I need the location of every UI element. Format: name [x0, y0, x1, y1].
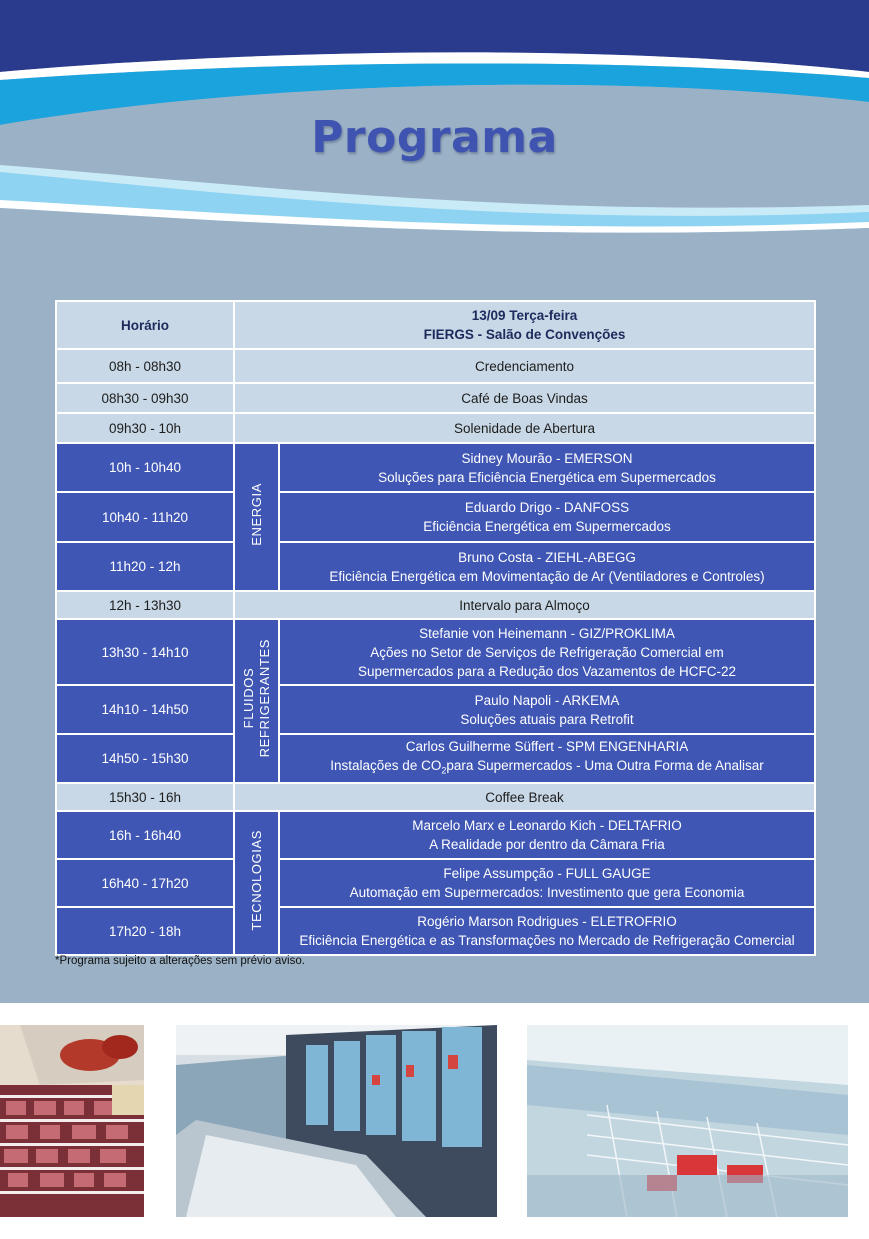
talk-topic: Instalações de $CO_2para$ Supermercados - Uma Outra Forma de Analisar [330, 757, 764, 776]
program-table [55, 300, 816, 956]
time-column-header: Horário [56, 301, 234, 349]
talk-cell [279, 492, 815, 542]
table-row [56, 811, 815, 859]
time-cell: 16h40 - 17h20 [56, 859, 234, 907]
talk-topic: Soluções para Eficiência Energética em Supermercados [378, 469, 716, 485]
table-row [56, 383, 815, 413]
speaker-name: Bruno Costa - ZIEHL-ABEGG [458, 549, 636, 565]
section-label-text: ENERGIA [248, 483, 264, 546]
time-cell: 11h20 - 12h [56, 542, 234, 591]
table-row [56, 492, 815, 542]
event-cell: Solenidade de Abertura [234, 413, 815, 443]
time-cell: 10h - 10h40 [56, 443, 234, 492]
time-cell: 09h30 - 10h [56, 413, 234, 443]
time-cell: 17h20 - 18h [56, 907, 234, 955]
event-cell: Café de Boas Vindas [234, 383, 815, 413]
time-cell: 15h30 - 16h [56, 783, 234, 811]
event-cell: Coffee Break [234, 783, 815, 811]
table-row [56, 413, 815, 443]
time-cell: 10h40 - 11h20 [56, 492, 234, 542]
date-label: 13/09 Terça-feira [471, 308, 578, 323]
table-row [56, 783, 815, 811]
time-cell: 14h50 - 15h30 [56, 734, 234, 783]
talk-cell [279, 859, 815, 907]
speaker-name: Carlos Guilherme Süffert - SPM ENGENHARIA [405, 738, 689, 754]
talk-topic: Eficiência Energética em Movimentação de Ar (Ventiladores e Controles) [329, 568, 765, 584]
speaker-name: Felipe Assumpção - FULL GAUGE [443, 866, 651, 881]
section-label-fluidos [234, 619, 279, 783]
talk-cell [279, 811, 815, 859]
talk-cell [279, 685, 815, 734]
chest-freezer-photo [527, 1025, 848, 1217]
event-cell: Intervalo para Almoço [234, 591, 815, 619]
talk-topic: Soluções atuais para Retrofit [460, 711, 634, 727]
talk-topic: Supermercados para a Redução dos Vazamentos de HCFC-22 [358, 663, 736, 679]
table-row [56, 349, 815, 383]
table-row [56, 907, 815, 955]
event-cell: Credenciamento [234, 349, 815, 383]
time-cell: 08h - 08h30 [56, 349, 234, 383]
talk-topic: Eficiência Energética em Supermercados [423, 519, 671, 534]
talk-cell [279, 734, 815, 783]
table-row [56, 542, 815, 591]
time-cell: 16h - 16h40 [56, 811, 234, 859]
table-row [56, 734, 815, 783]
time-cell: 14h10 - 14h50 [56, 685, 234, 734]
table-row [56, 619, 815, 685]
talk-cell [279, 542, 815, 591]
talk-cell [279, 443, 815, 492]
time-cell: 08h30 - 09h30 [56, 383, 234, 413]
section-label-tecnologias [234, 811, 279, 955]
table-row [56, 443, 815, 492]
talk-topic: A Realidade por dentro da Câmara Fria [429, 837, 665, 852]
freezer-aisle-photo [176, 1025, 497, 1217]
supermarket-meat-shelf-photo [0, 1025, 144, 1217]
table-row [56, 685, 815, 734]
date-venue-header [234, 301, 815, 349]
footnote: *Programa sujeito a alterações sem prévio aviso. [55, 955, 305, 967]
section-label-energia [234, 443, 279, 591]
section-label-text: TECNOLOGIAS [248, 830, 264, 931]
talk-topic: Automação em Supermercados: Investimento que gera Economia [349, 885, 745, 900]
table-row [56, 591, 815, 619]
talk-topic: Ações no Setor de Serviços de Refrigeração Comercial em [370, 644, 724, 660]
speaker-name: Rogério Marson Rodrigues - ELETROFRIO [417, 914, 677, 929]
speaker-name: Marcelo Marx e Leonardo Kich - DELTAFRIO [412, 818, 682, 833]
page-title: Programa [311, 112, 558, 163]
time-cell: 13h30 - 14h10 [56, 619, 234, 685]
speaker-name: Eduardo Drigo - DANFOSS [464, 500, 630, 515]
speaker-name: Sidney Mourão - EMERSON [461, 450, 633, 466]
venue-label: FIERGS - Salão de Convenções [423, 327, 626, 342]
section-label-text: FLUIDOS REFRIGERANTES [240, 639, 272, 758]
talk-cell [279, 619, 815, 685]
talk-cell [279, 907, 815, 955]
table-header-row [56, 301, 815, 349]
table-row [56, 859, 815, 907]
talk-topic: Eficiência Energética e as Transformações no Mercado de Refrigeração Comercial [299, 933, 795, 948]
speaker-name: Paulo Napoli - ARKEMA [474, 692, 620, 708]
speaker-name: Stefanie von Heinemann - GIZ/PROKLIMA [419, 625, 675, 641]
time-cell: 12h - 13h30 [56, 591, 234, 619]
